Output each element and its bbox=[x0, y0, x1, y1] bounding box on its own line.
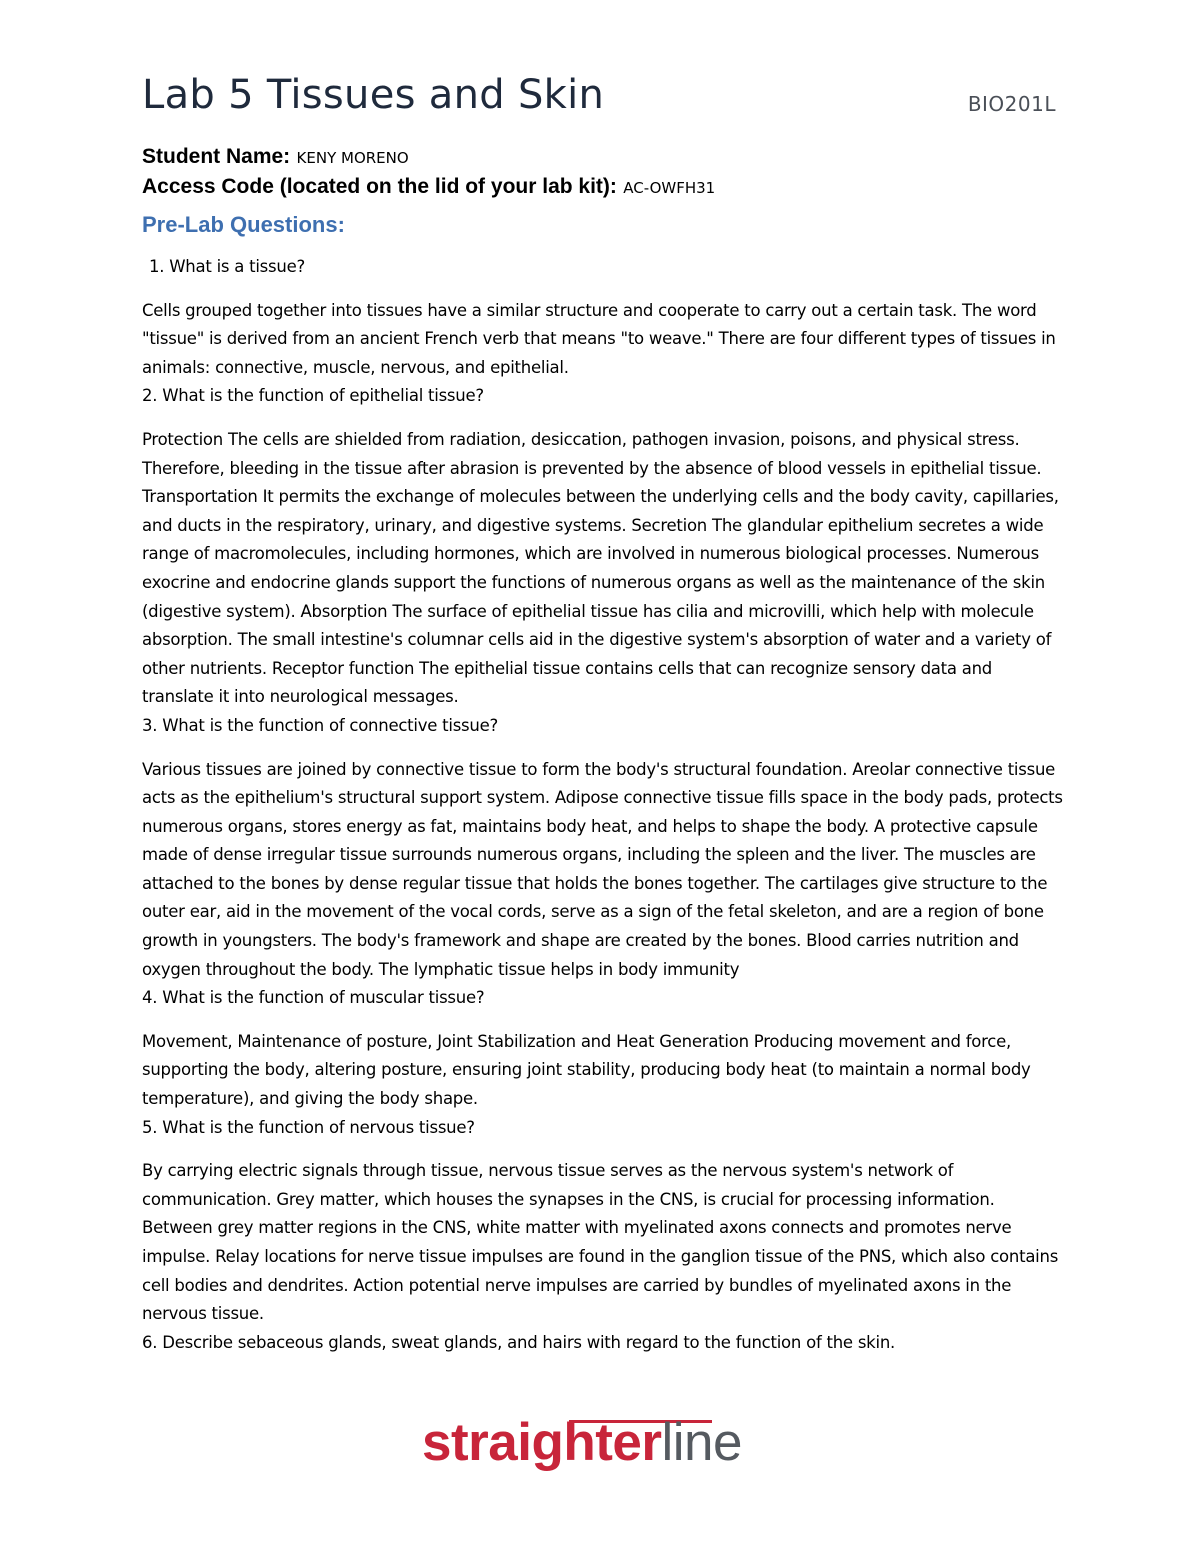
question-5: 5. What is the function of nervous tissue? bbox=[142, 1117, 475, 1137]
access-code-line bbox=[142, 174, 715, 199]
student-name-value: KENY MORENO bbox=[296, 149, 409, 167]
question-1: 1. What is a tissue? bbox=[149, 257, 305, 276]
answer-2: Protection The cells are shielded from radiation, desiccation, pathogen invasion, poisons, and physical stress. Therefore, bleeding in the tissue after abrasion is prevented by the absence of blood vessels in epithelial tissue. Transportation It permits the exchange of molecules between the underlying cells and the body cavity, capillaries, and ducts in the respiratory, urinary, and digestive systems. Secretion The glandular epithelium secretes a wide range of macromolecules, including hormones, which are involved in numerous biological processes. Numerous exocrine and endocrine glands support the functions of numerous organs as well as the maintenance of the skin (digestive system). Absorption The surface of epithelial tissue has cilia and microvilli, which help with molecule absorption. The small intestine's columnar cells aid in the digestive system's absorption of water and a variety of other nutrients. Receptor function The epithelial tissue contains cells that can recognize sensory data and translate it into neurological messages. bbox=[142, 429, 1059, 707]
section-heading: Pre-Lab Questions: bbox=[142, 212, 345, 237]
access-code-label: Access Code (located on the lid of your lab kit): bbox=[142, 175, 617, 198]
course-code: BIO201L bbox=[967, 92, 1056, 116]
question-2: 2. What is the function of epithelial tissue? bbox=[142, 386, 484, 406]
document-title: Lab 5 Tissues and Skin bbox=[142, 72, 605, 118]
logo-part-line: line bbox=[661, 1413, 742, 1472]
access-code-value: AC-OWFH31 bbox=[623, 179, 716, 197]
answer-5: By carrying electric signals through tissue, nervous tissue serves as the nervous system's network of communication. Grey matter, which houses the synapses in the CNS, is crucial for processing information. Between grey matter regions in the CNS, white matter with myelinated axons connects and promotes nerve impulse. Relay locations for nerve tissue impulses are found in the ganglion tissue of the PNS, which also contains cell bodies and dendrites. Action potential nerve impulses are carried by bundles of myelinated axons in the nervous tissue. bbox=[142, 1161, 1059, 1324]
qa-list bbox=[142, 253, 1067, 1357]
logo-part-straighter: straighter bbox=[422, 1413, 662, 1472]
student-name-line bbox=[142, 144, 409, 169]
question-3: 3. What is the function of connective tissue? bbox=[142, 715, 499, 735]
answer-3: Various tissues are joined by connective tissue to form the body's structural foundation. Areolar connective tissue acts as the epithelium's structural support system. Adipose connective tissue fills space in the body pads, protects numerous organs, stores energy as fat, maintains body heat, and helps to shape the body. A protective capsule made of dense irregular tissue surrounds numerous organs, including the spleen and the liver. The muscles are attached to the bones by dense regular tissue that holds the bones together. The cartilages give structure to the outer ear, aid in the movement of the vocal cords, serve as a sign of the fetal skeleton, and are a region of bone growth in youngsters. The body's framework and shape are created by the bones. Blood carries nutrition and oxygen throughout the body. The lymphatic tissue helps in body immunity bbox=[142, 759, 1063, 979]
straighterline-logo bbox=[422, 1413, 742, 1472]
answer-1: Cells grouped together into tissues have a similar structure and cooperate to carry out a certain task. The word "tissue" is derived from an ancient French verb that means "to weave." There are four different types of tissues in animals: connective, muscle, nervous, and epithelial. bbox=[142, 300, 1056, 377]
question-4: 4. What is the function of muscular tissue? bbox=[142, 988, 485, 1008]
student-name-label: Student Name: bbox=[142, 145, 291, 168]
question-6: 6. Describe sebaceous glands, sweat glands, and hairs with regard to the function of the skin. bbox=[142, 1332, 896, 1352]
answer-4: Movement, Maintenance of posture, Joint Stabilization and Heat Generation Producing movement and force, supporting the body, altering posture, ensuring joint stability, producing body heat (to maintain a normal body temperature), and giving the body shape. bbox=[142, 1031, 1031, 1109]
